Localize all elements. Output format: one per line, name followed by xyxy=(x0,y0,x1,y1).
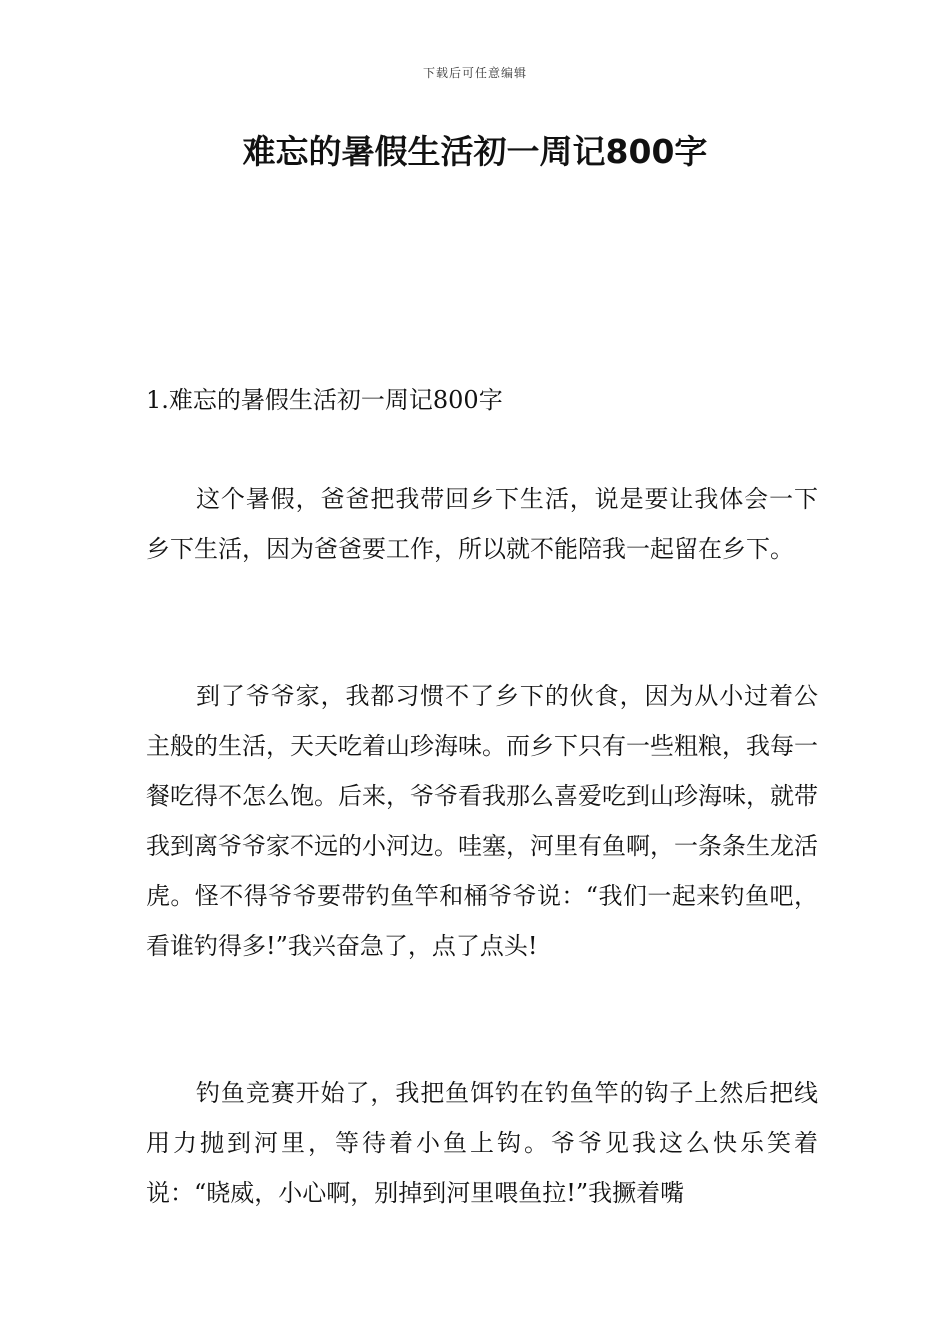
header-note: 下载后可任意编辑 xyxy=(422,66,527,80)
document-title: 难忘的暑假生活初一周记800字 xyxy=(242,132,708,171)
body-paragraph-2: 到了爷爷家，我都习惯不了乡下的伙食，因为从小过着公主般的生活，天天吃着山珍海味。而乡下只有一些粗粮，我每一餐吃得不怎么饱。后来，爷爷看我那么喜爱吃到山珍海味，就带我到离爷爷家不远的小河边。哇塞，河里有鱼啊，一条条生龙活虎。怪不得爷爷要带钓鱼竿和桶爷爷说：“我们一起来钓鱼吧，看谁钓得多!”我兴奋急了，点了点头! xyxy=(146,682,818,960)
body-paragraph-1: 这个暑假，爸爸把我带回乡下生活，说是要让我体会一下乡下生活，因为爸爸要工作，所以就不能陪我一起留在乡下。 xyxy=(146,485,818,563)
section-heading: 1.难忘的暑假生活初一周记800字 xyxy=(146,386,503,414)
body-paragraph-3: 钓鱼竞赛开始了，我把鱼饵钓在钓鱼竿的钩子上然后把线用力抛到河里，等待着小鱼上钩。爷爷见我这么快乐笑着说：“晓威，小心啊，别掉到河里喂鱼拉!”我撅着嘴 xyxy=(146,1079,818,1207)
